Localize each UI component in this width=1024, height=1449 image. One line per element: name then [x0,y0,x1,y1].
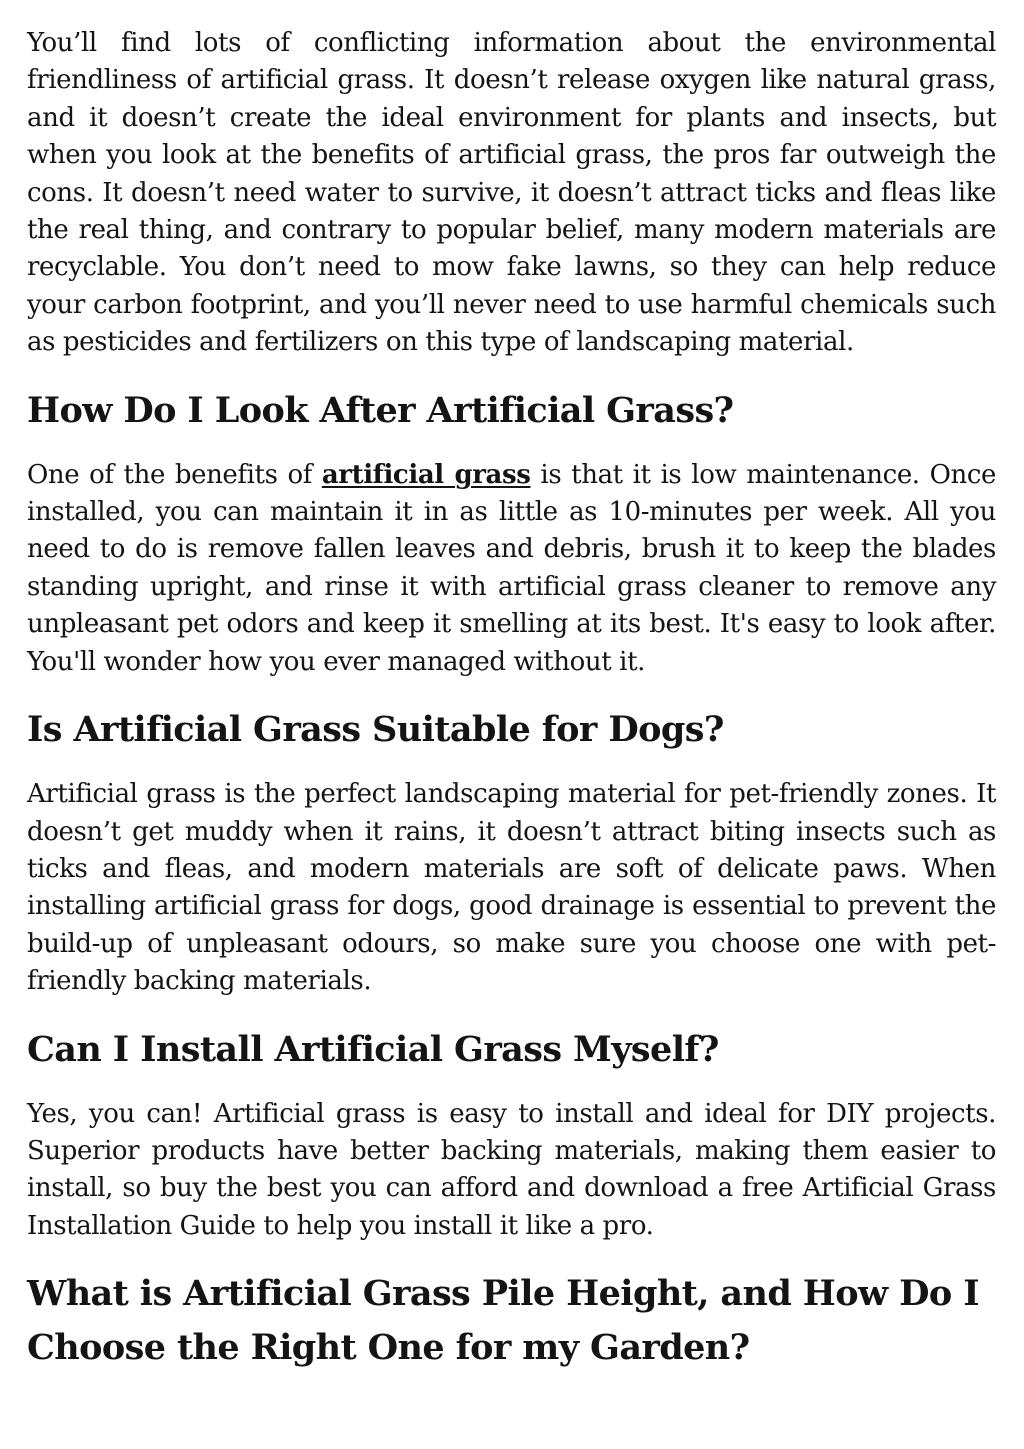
maintenance-text-before: One of the benefits of [27,459,322,490]
intro-paragraph: You’ll find lots of conflicting information about the environmental friendliness of artificial grass. It doesn’t release oxygen like natural grass, and it doesn’t create the ideal environment for plants and insects, but when you look at the benefits of artificial grass, the pros far outweigh the cons. It doesn’t need water to survive, it doesn’t attract ticks and fleas like the real thing, and contrary to popular belief, many modern materials are recyclable. You don’t need to mow fake lawns, so they can help reduce your carbon footprint, and you’ll never need to use harmful chemicals such as pesticides and fertilizers on this type of landscaping material. [27,28,996,358]
maintenance-paragraph [27,457,996,681]
heading-pile-height: What is Artificial Grass Pile Height, and How Do I Choose the Right One for my Garden? [27,1273,979,1369]
install-paragraph: Yes, you can! Artificial grass is easy to install and ideal for DIY projects. Superior products have better backing materials, making them easier to install, so buy the best you can afford and download a free Artificial Grass Installation Guide to help you install it like a pro. [27,1098,996,1241]
maintenance-text-after: is that it is low maintenance. Once installed, you can maintain it in as little as 10-minutes per week. All you need to do is remove fallen leaves and debris, brush it to keep the blades standing upright, and rinse it with artificial grass cleaner to remove any unpleasant pet odors and keep it smelling at its best. It's easy to look after. You'll wonder how you ever managed without it. [27,459,996,677]
heading-install: Can I Install Artificial Grass Myself? [27,1028,719,1070]
document-page [27,25,996,1375]
artificial-grass-link[interactable]: artificial grass [321,459,531,490]
heading-look-after: How Do I Look After Artificial Grass? [27,389,734,431]
dogs-paragraph: Artificial grass is the perfect landscaping material for pet-friendly zones. It doesn’t get muddy when it rains, it doesn’t attract biting insects such as ticks and fleas, and modern materials are soft of delicate paws. When installing artificial grass for dogs, good drainage is essential to prevent the build-up of unpleasant odours, so make sure you choose one with pet-friendly backing materials. [27,779,996,997]
heading-dogs: Is Artificial Grass Suitable for Dogs? [27,709,724,751]
